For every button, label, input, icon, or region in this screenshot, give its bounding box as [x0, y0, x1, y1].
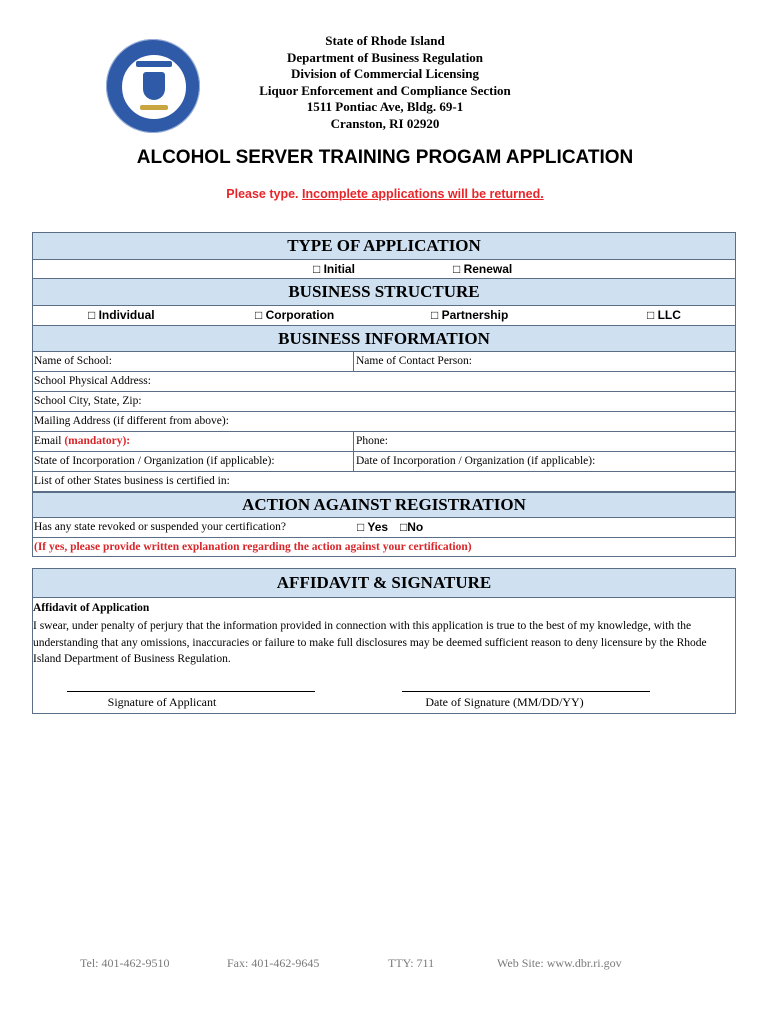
revoked-question: Has any state revoked or suspended your certification?	[34, 521, 286, 533]
anchor-shield-icon	[143, 72, 165, 100]
department-seal-logo	[106, 39, 200, 133]
section-header-type: TYPE OF APPLICATION	[32, 232, 736, 260]
email-field[interactable]	[32, 431, 130, 451]
page-title: ALCOHOL SERVER TRAINING PROGAM APPLICATION	[136, 147, 634, 168]
affidavit-text: I swear, under penalty of perjury that the information provided in connection with this application is true to the best of my knowledge, with the understanding that any omissions, inaccuracies or failure to make full disclosures may be deemed sufficient reason to deny licensure by the Rhode Island Department of Business Regulation.	[33, 620, 707, 665]
signature-label: Signature of Applicant	[107, 695, 217, 709]
type-options-row	[32, 259, 736, 279]
notice-warning: Incomplete applications will be returned.	[302, 187, 544, 201]
header-line-1: State of Rhode Island	[325, 33, 445, 48]
header-line-6: Cranston, RI 02920	[330, 115, 440, 131]
mailing-address-field[interactable]: Mailing Address (if different from above):	[34, 415, 229, 427]
checkbox-renewal[interactable]: □ Renewal	[453, 262, 513, 276]
state-incorporation-field[interactable]: State of Incorporation / Organization (if applicable):	[34, 455, 275, 467]
checkbox-partnership[interactable]: □ Partnership	[431, 308, 509, 322]
notice-prefix: Please type.	[226, 187, 299, 201]
header-line-5: 1511 Pontiac Ave, Bldg. 69-1	[306, 99, 464, 114]
section-header-action: ACTION AGAINST REGISTRATION	[32, 492, 736, 518]
date-signature-label: Date of Signature (MM/DD/YY)	[425, 695, 584, 709]
email-label: Email	[34, 435, 62, 447]
physical-address-field[interactable]: School Physical Address:	[34, 375, 151, 387]
footer-tty: TTY: 711	[388, 956, 435, 970]
checkbox-corporation[interactable]: □ Corporation	[255, 308, 335, 322]
checkbox-initial[interactable]: □ Initial	[313, 262, 355, 276]
city-state-zip-field[interactable]: School City, State, Zip:	[34, 395, 142, 407]
checkbox-llc[interactable]: □ LLC	[647, 308, 681, 322]
school-name-field[interactable]: Name of School:	[34, 355, 112, 367]
header-line-4: Liquor Enforcement and Compliance Section	[259, 82, 511, 98]
phone-field[interactable]: Phone:	[356, 435, 388, 447]
footer-website[interactable]: Web Site: www.dbr.ri.gov	[497, 956, 622, 970]
footer-fax: Fax: 401-462-9645	[227, 956, 320, 970]
checkbox-no[interactable]: □No	[400, 520, 424, 534]
header-line-2: Department of Business Regulation	[286, 49, 484, 65]
section-header-info: BUSINESS INFORMATION	[32, 325, 736, 352]
structure-options-row	[32, 305, 736, 326]
other-states-field[interactable]: List of other States business is certified in:	[34, 475, 230, 487]
signature-line[interactable]	[67, 691, 315, 692]
checkbox-individual[interactable]: □ Individual	[88, 308, 155, 322]
contact-person-field[interactable]: Name of Contact Person:	[356, 355, 472, 367]
affidavit-subtitle: Affidavit of Application	[33, 602, 150, 614]
date-signature-line[interactable]	[402, 691, 650, 692]
email-mandatory-label: (mandatory):	[64, 435, 131, 447]
section-header-structure: BUSINESS STRUCTURE	[32, 278, 736, 306]
date-incorporation-field[interactable]: Date of Incorporation / Organization (if applicable):	[356, 455, 596, 467]
section-header-affidavit: AFFIDAVIT & SIGNATURE	[32, 568, 736, 598]
header-line-3: Division of Commercial Licensing	[291, 66, 479, 81]
footer-tel: Tel: 401-462-9510	[80, 956, 170, 970]
notice-text	[0, 187, 770, 201]
action-explanation-note: (If yes, please provide written explanation regarding the action against your certification)	[34, 541, 472, 553]
checkbox-yes[interactable]: □ Yes	[357, 520, 389, 534]
